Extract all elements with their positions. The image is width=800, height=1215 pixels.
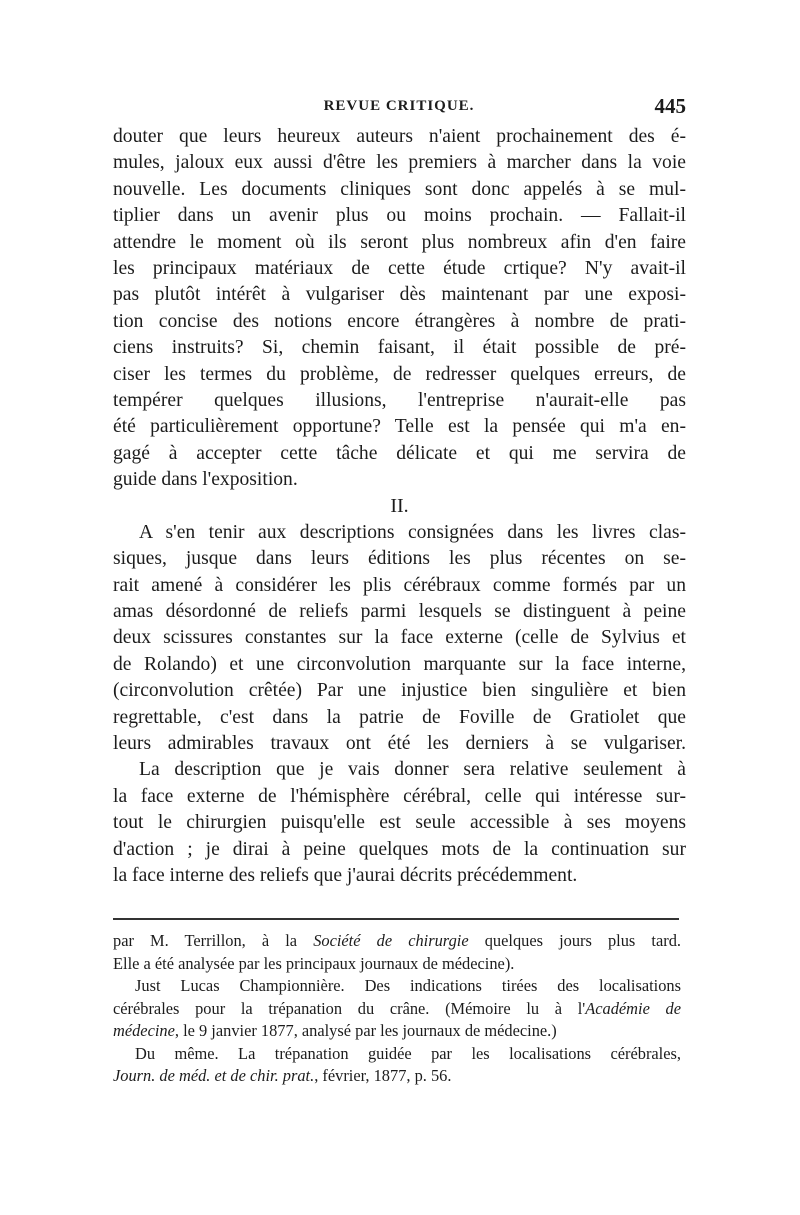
text-line: (circonvolution crêtée) Par une injustice bien singulière et bien xyxy=(113,680,686,702)
body-text xyxy=(113,124,686,889)
text-line: d'action ; je dirai à peine quelques mots de la continuation sur xyxy=(113,838,686,860)
text-line: guide dans l'exposition. xyxy=(113,469,298,491)
footnote-rule xyxy=(113,918,679,920)
text-line: deux scissures constantes sur la face externe (celle de Sylvius et xyxy=(113,627,686,649)
footnote-line: par M. Terrillon, à la Société de chirurgie quelques jours plus tard. xyxy=(113,931,681,950)
text-line: regrettable, c'est dans la patrie de Foville de Gratiolet que xyxy=(113,706,686,728)
text-line: siques, jusque dans leurs éditions les plus récentes on se- xyxy=(113,548,686,570)
text-line: gagé à accepter cette tâche délicate et qui me servira de xyxy=(113,442,686,464)
text-line: attendre le moment où ils seront plus nombreux afin d'en faire xyxy=(113,231,686,253)
text-line: douter que leurs heureux auteurs n'aient prochainement des é- xyxy=(113,126,686,147)
text-line: A s'en tenir aux descriptions consignées dans les livres clas- xyxy=(139,521,686,543)
text-line: été particulièrement opportune? Telle est la pensée qui m'a en- xyxy=(113,416,686,438)
footnote-line: Just Lucas Championnière. Des indications tirées des localisations xyxy=(135,976,681,995)
text-line: leurs admirables travaux ont été les derniers à se vulgariser. xyxy=(113,732,686,754)
text-line: la face externe de l'hémisphère cérébral, celle qui intéresse sur- xyxy=(113,785,686,807)
footnote-line: Du même. La trépanation guidée par les localisations cérébrales, xyxy=(135,1043,681,1063)
text-line: ciens instruits? Si, chemin faisant, il était possible de pré- xyxy=(113,337,686,359)
text-line: tempérer quelques illusions, l'entreprise n'aurait-elle pas xyxy=(113,389,686,411)
text-line: ciser les termes du problème, de redresser quelques erreurs, de xyxy=(113,363,686,385)
footnote-line: Journ. de méd. et de chir. prat., février, 1877, p. 56. xyxy=(113,1066,452,1085)
text-line: la face interne des reliefs que j'aurai décrits précédemment. xyxy=(113,864,578,886)
footnote-line: médecine, le 9 janvier 1877, analysé par les journaux de médecine.) xyxy=(113,1021,557,1040)
footnote-line: cérébrales pour la trépanation du crâne. (Mémoire lu à l'Académie de xyxy=(113,998,681,1018)
running-head xyxy=(112,94,686,122)
text-line: tiplier dans un avenir plus ou moins prochain. — Fallait-il xyxy=(113,205,686,227)
text-line: les principaux matériaux de cette étude crtique? N'y avait-il xyxy=(113,257,686,279)
text-line: nouvelle. Les documents cliniques sont donc appelés à se mul- xyxy=(113,178,686,200)
text-line: amas désordonné de reliefs parmi lesquels se distinguent à peine xyxy=(113,601,686,623)
text-line: La description que je vais donner sera relative seulement à xyxy=(139,759,686,781)
footnote-line: Elle a été analysée par les principaux journaux de médecine). xyxy=(113,953,515,973)
text-line: rait amené à considérer les plis cérébraux comme formés par un xyxy=(113,574,686,596)
text-line: pas plutôt intérêt à vulgariser dès maintenant par une exposi- xyxy=(113,284,686,306)
section-heading: II. xyxy=(390,495,409,518)
text-line: mules, jaloux eux aussi d'être les premiers à marcher dans la voie xyxy=(113,152,686,174)
text-line: de Rolando) et une circonvolution marquante sur la face interne, xyxy=(113,653,686,675)
footnotes xyxy=(113,930,681,1088)
page-number: 445 xyxy=(654,94,686,118)
running-title: REVUE CRITIQUE. xyxy=(323,98,475,114)
text-line: tion concise des notions encore étrangères à nombre de prati- xyxy=(113,310,686,332)
text-line: tout le chirurgien puisqu'elle est seule accessible à ses moyens xyxy=(113,812,686,834)
